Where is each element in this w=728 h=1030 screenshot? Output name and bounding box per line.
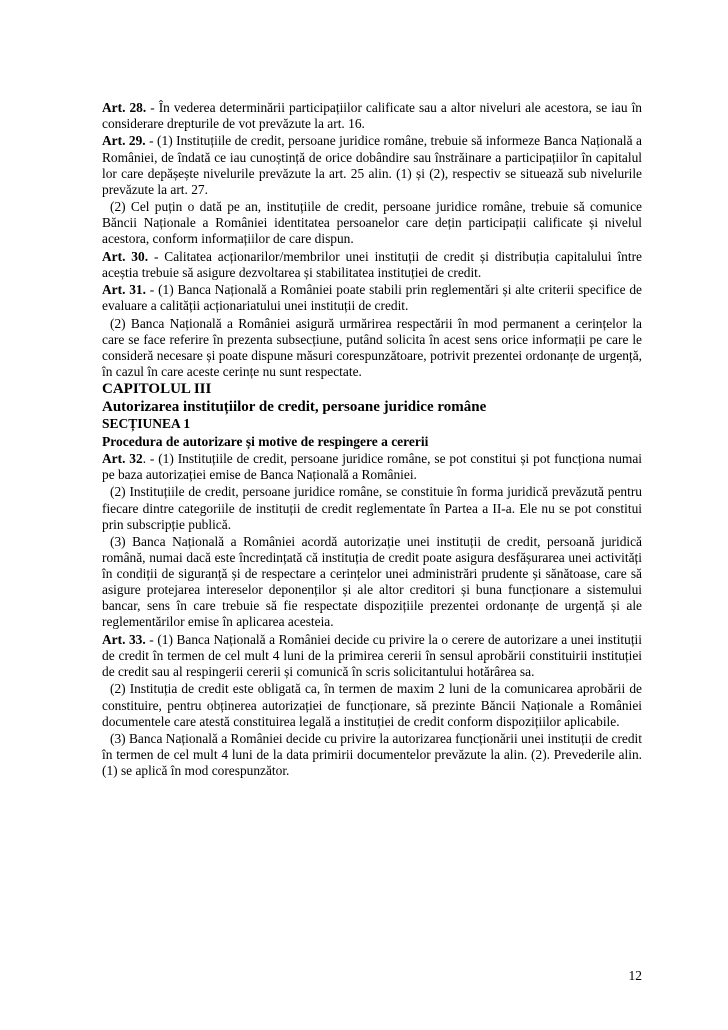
article-label: Art. 31. (102, 282, 146, 298)
paragraph-text: (3) Banca Națională a României acordă autorizație unei instituții de credit, persoană juridică română, numai dacă este încredințată că instituția de credit poate asigura desfășurarea unei activități în condiții de siguranță și de respectare a cerințelor unei administrări prudente și sănătoase, care să asigure protejarea intereselor deponenților și ale altor creditori și buna funcționare a sistemului bancar, sens în care trebuie să fie respectate dispozițiile prezentei ordonanțe de urgență și ale reglementărilor emise în aplicarea acesteia. (102, 534, 642, 630)
paragraph-text: (3) Banca Națională a României decide cu privire la autorizarea funcționării unei instituții de credit în termen de cel mult 4 luni de la data primirii documentelor prevăzute la alin. (2). Prevederile alin. (1) se aplică în mod corespunzător. (102, 731, 642, 779)
paragraph-text: (2) Banca Națională a României asigură urmărirea respectării în mod permanent a cerințelor la care se face referire în prezenta subsecțiune, putând solicita în acest sens orice informații pe care le consideră necesare și poate dispune măsuri corespunzătoare, potrivit prezentei ordonanțe de urgență, în cazul în care aceste cerințe nu sunt respectate. (102, 315, 642, 379)
article-label: Art. 32 (102, 450, 143, 466)
document-page (102, 100, 642, 781)
paragraph-art-31 (102, 282, 642, 314)
article-label: Art. 29. (102, 133, 146, 149)
bottom-articles (102, 451, 642, 779)
paragraph-art-29-2 (102, 199, 642, 247)
paragraph-text: (2) Instituțiile de credit, persoane juridice române, se constituie în forma juridică prevăzută pentru fiecare dintre categoriile de instituții de credit reglementate în Partea a II-a. Ele nu se pot constitui prin subscripție publică. (102, 484, 642, 532)
paragraph-text: - În vederea determinării participațiilor calificate sau a altor niveluri ale acestora, se iau în considerare drepturile de vot prevăzute la art. 16. (102, 100, 642, 132)
paragraph-text: - (1) Banca Națională a României poate stabili prin reglementări și alte criterii specifice de evaluare a calității acționariatului unei instituții de credit. (102, 282, 642, 314)
paragraph-art-29 (102, 133, 642, 197)
paragraph-art-33 (102, 632, 642, 680)
chapter-number: CAPITOLUL III (102, 381, 212, 398)
section-number: SECȚIUNEA 1 (102, 416, 191, 432)
paragraph-art-32-3 (102, 534, 642, 631)
chapter-title: Autorizarea instituțiilor de credit, persoane juridice române (102, 398, 487, 415)
paragraph-text: (2) Instituția de credit este obligată ca, în termen de maxim 2 luni de la comunicarea aprobării de constituire, pentru obținerea autorizației de funcționare, să prezinte Băncii Naționale a României documentele care atestă constituirea legală a instituției de credit conform dispozițiilor aplicabile. (102, 681, 642, 729)
paragraph-text: (2) Cel puțin o dată pe an, instituțiile de credit, persoane juridice române, trebuie să comunice Băncii Naționale a României identitatea persoanelor care dețin participații calificate și nivelul acestora, conform informațiilor de care dispun. (102, 199, 642, 247)
paragraph-art-33-3 (102, 731, 642, 779)
top-articles (102, 100, 642, 380)
paragraph-text: - Calitatea acționarilor/membrilor unei instituții de credit și distribuția capitalului între aceștia trebuie să asigure dezvoltarea și stabilitatea instituției de credit. (102, 248, 642, 280)
paragraph-text: - (1) Banca Națională a României decide cu privire la o cerere de autorizare a unei instituții de credit în termen de cel mult 4 luni de la primirea cererii în sensul aprobării constituirii instituției de credit sau al respingerii cererii și comunică în scris solicitantului hotărârea sa. (102, 631, 642, 680)
paragraph-art-32 (102, 451, 642, 483)
article-label: Art. 28. (102, 100, 147, 115)
paragraph-text: . - (1) Instituțiile de credit, persoane juridice române, se pot constitui și pot funcționa numai pe baza autorizației emise de Banca Națională a României. (102, 450, 642, 483)
paragraph-art-33-2 (102, 681, 642, 729)
article-label: Art. 30. (102, 248, 149, 264)
article-label: Art. 33. (102, 631, 146, 647)
page-number: 12 (628, 968, 642, 983)
paragraph-art-30 (102, 249, 642, 281)
section-title: Procedura de autorizare și motive de respingere a cererii (102, 433, 429, 449)
paragraph-text: - (1) Instituțiile de credit, persoane juridice române, trebuie să informeze Banca Națională a României, de îndată ce iau cunoștință de orice dobândire sau înstrăinare a participațiilor în capitalul lor care depășește nivelurile prevăzute la art. 25 alin. (1) și (2), respectiv se situează sub nivelurile prevăzute la art. 27. (102, 133, 642, 197)
paragraph-art-32-2 (102, 484, 642, 532)
paragraph-art-31-2 (102, 316, 642, 380)
paragraph-art-28 (102, 100, 642, 132)
